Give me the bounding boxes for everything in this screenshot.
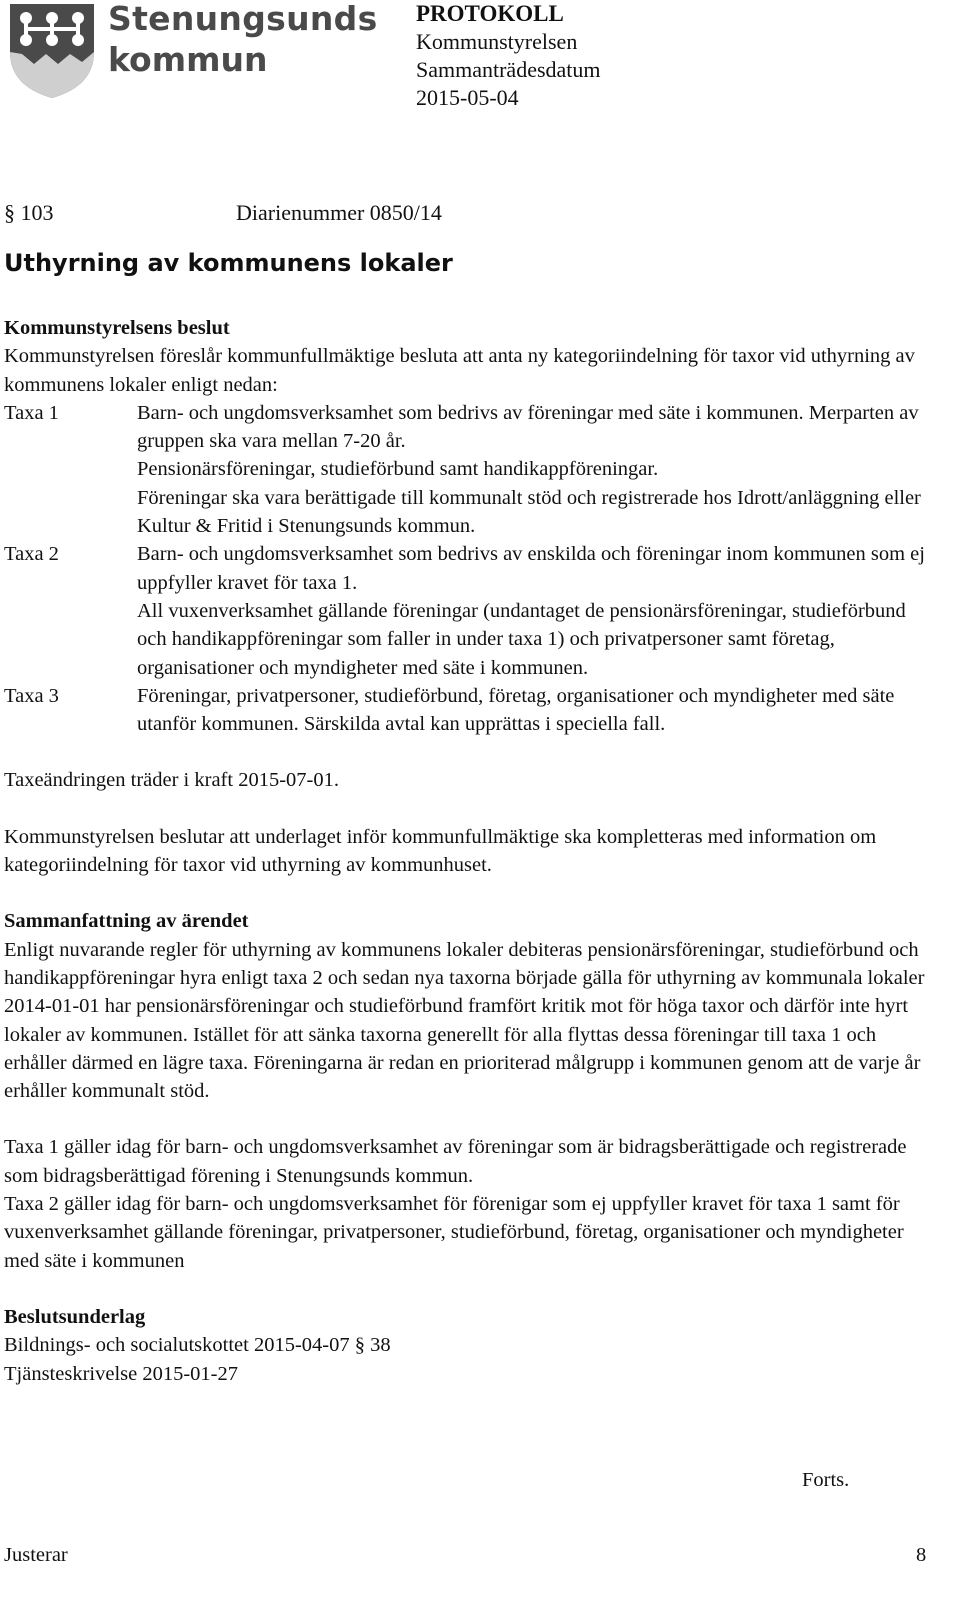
taxa-text: Föreningar ska vara berättigade till kommunalt stöd och registrerade hos Idrott/anläggning eller Kultur & Fritid i Stenungsunds kommun. <box>137 486 921 538</box>
summary-paragraph: Taxa 2 gäller idag för barn- och ungdomsverksamhet för förenigar som ej uppfyller kravet för taxa 1 samt för vuxenverksamhet gällande föreningar, privatpersoner, studieförbund, företag, organisationer och myndigheter med säte i kommunen <box>4 1193 904 1272</box>
basis-item: Bildnings- och socialutskottet 2015-04-07 § 38 <box>4 1334 391 1357</box>
municipality-logo <box>4 0 378 100</box>
basis-item: Tjänsteskrivelse 2015-01-27 <box>4 1362 238 1385</box>
taxa-text: All vuxenverksamhet gällande föreningar (undantaget de pensionärsföreningar, studieförbund och handikappföreningar som faller in under taxa 1) och privatpersoner samt företag, organisationer och myndigheter med säte i kommunen. <box>137 599 906 679</box>
summary-paragraph: Taxa 1 gäller idag för barn- och ungdomsverksamhet av föreningar som är bidragsberättigade och registrerade som bidragsberättigad förening i Stenungsunds kommun. <box>4 1136 907 1187</box>
taxa-text: Barn- och ungdomsverksamhet som bedrivs av enskilda och föreningar inom kommunen som ej uppfyller kravet för taxa 1. <box>137 543 925 594</box>
document-header <box>416 0 936 112</box>
document-body <box>4 314 934 1388</box>
basis-heading: Beslutsunderlag <box>4 1305 146 1328</box>
continued-marker: Forts. <box>802 1469 850 1491</box>
summary-heading: Sammanfattning av ärendet <box>4 910 249 933</box>
page-number: 8 <box>916 1544 927 1566</box>
issuing-body: Kommunstyrelsen <box>416 29 578 54</box>
taxa-label: Taxa 2 <box>4 543 59 566</box>
decision-intro: Kommunstyrelsen föreslår kommunfullmäktige besluta att anta ny kategoriindelning för taxor vid uthyrning av kommunens lokaler enligt nedan: <box>4 345 915 396</box>
section-number: § 103 <box>4 200 54 225</box>
supplement-text: Kommunstyrelsen beslutar att underlaget inför kommunfullmäktige ska kompletteras med information om kategoriindelning för taxor vid uthyrning av kommunhuset. <box>4 825 877 877</box>
logo-line-2: kommun <box>108 40 268 79</box>
taxa-1-row <box>4 399 934 540</box>
section-line <box>4 200 442 226</box>
coat-of-arms-icon <box>4 0 100 100</box>
taxa-text: Föreningar, privatpersoner, studieförbund, företag, organisationer och myndigheter med säte utanför kommunen. Särskilda avtal kan upprättas i speciella fall. <box>137 684 895 736</box>
taxa-label: Taxa 1 <box>4 401 59 424</box>
taxa-3-row <box>4 682 934 739</box>
footer-justerar: Justerar <box>4 1544 68 1566</box>
meeting-date: 2015-05-04 <box>416 85 519 110</box>
logo-wordmark <box>108 0 378 79</box>
summary-paragraph: Enligt nuvarande regler för uthyrning av kommunens lokaler debiteras pensionärsföreningar, studieförbund och handikappföreningar hyra enligt taxa 2 och sedan nya taxorna började gälla för uthyrning av kommunala lokaler 2014-01-01 har pensionärsföreningar och studieförbund framfört kritik mot för höga taxor och därför inte hyrt lokaler av kommunen. Istället för att sänka taxorna generellt för alla flyttas dessa föreningar till taxa 1 och erhåller därmed en lägre taxa. Föreningarna är redan en prioriterad målgrupp i kommunen genom att de varje år erhåller kommunalt stöd. <box>4 938 925 1103</box>
decision-heading: Kommunstyrelsens beslut <box>4 317 230 339</box>
taxa-text: Barn- och ungdomsverksamhet som bedrivs av föreningar med säte i kommunen. Merparten av gruppen ska vara mellan 7-20 år. <box>137 401 919 453</box>
page-title: Uthyrning av kommunens lokaler <box>4 249 453 277</box>
taxa-2-row <box>4 540 934 681</box>
meeting-date-label: Sammanträdesdatum <box>416 57 601 82</box>
logo-line-1: Stenungsunds <box>108 0 378 38</box>
diarienummer: Diarienummer 0850/14 <box>236 200 442 225</box>
taxa-label: Taxa 3 <box>4 684 59 707</box>
document-type: PROTOKOLL <box>416 1 564 26</box>
taxa-text: Pensionärsföreningar, studieförbund samt handikappföreningar. <box>137 458 659 481</box>
effective-date-text: Taxeändringen träder i kraft 2015-07-01. <box>4 769 339 792</box>
